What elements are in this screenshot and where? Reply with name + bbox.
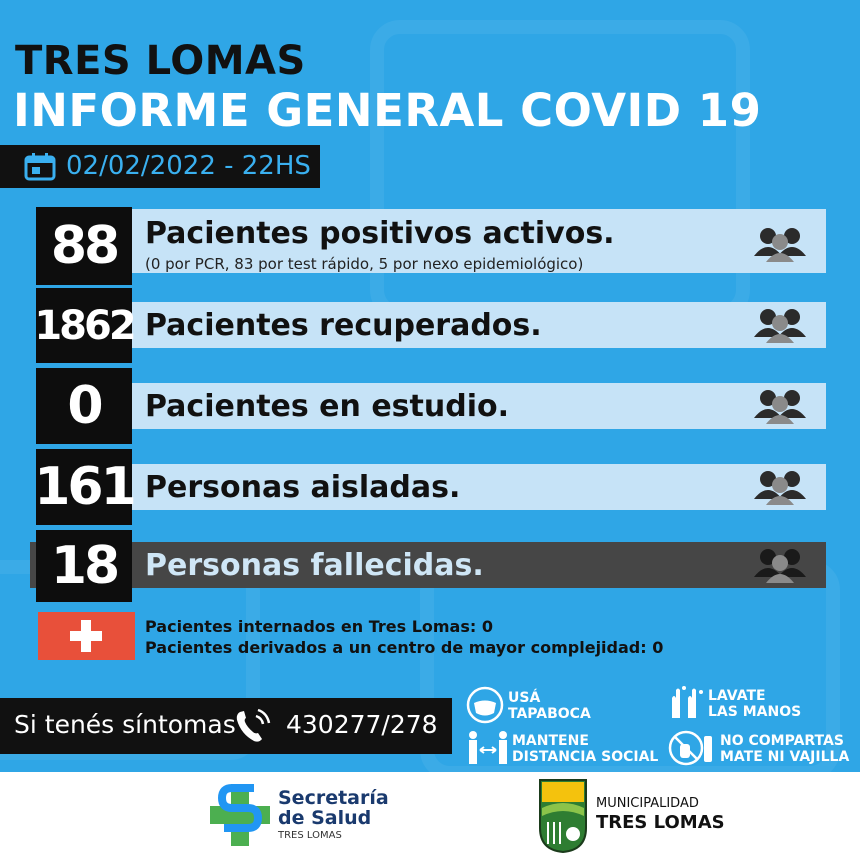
social-distance-icon — [466, 730, 510, 766]
hospitalized-referred: Pacientes derivados a un centro de mayor complejidad: 0 — [145, 638, 664, 657]
secretaria-city: TRES LOMAS — [278, 830, 342, 841]
stat-label: Personas fallecidas. — [145, 548, 484, 583]
secretaria-salud-logo — [210, 784, 270, 846]
background-decoration — [370, 20, 750, 320]
stat-label: Pacientes positivos activos. — [145, 216, 615, 251]
people-icon — [752, 307, 810, 343]
tip-line: TAPABOCA — [508, 706, 591, 722]
people-icon — [752, 547, 810, 583]
mask-icon — [466, 686, 504, 724]
tip-line: LAVATE — [708, 688, 766, 704]
people-icon — [752, 226, 810, 262]
people-icon — [752, 469, 810, 505]
tip-line: MANTENE — [512, 733, 589, 749]
municipalidad-logo — [538, 778, 588, 854]
calendar-icon — [24, 153, 56, 181]
tip-line: DISTANCIA SOCIAL — [512, 749, 659, 765]
stat-number: 161 — [36, 449, 132, 525]
tip-wash-hands — [708, 688, 801, 720]
tip-mask — [508, 690, 591, 722]
muni-name: TRES LOMAS — [596, 812, 725, 833]
tip-no-sharing — [720, 733, 849, 765]
stat-detail: (0 por PCR, 83 por test rápido, 5 por nexo epidemiológico) — [145, 255, 584, 273]
stat-label: Personas aisladas. — [145, 470, 461, 505]
stat-number: 18 — [36, 530, 132, 602]
tip-line: NO COMPARTAS — [720, 733, 844, 749]
footer — [0, 772, 860, 860]
city-title: TRES LOMAS — [15, 38, 306, 84]
medical-cross-icon — [68, 618, 104, 654]
tip-line: MATE NI VAJILLA — [720, 749, 850, 765]
stat-number: 1862 — [36, 288, 132, 363]
symptoms-text: Si tenés síntomas — [14, 710, 236, 739]
symptoms-bar — [0, 698, 452, 754]
stat-label: Pacientes recuperados. — [145, 308, 542, 343]
hospitalized-local: Pacientes internados en Tres Lomas: 0 — [145, 617, 493, 636]
date-bar — [0, 145, 320, 188]
report-date: 02/02/2022 - 22HS — [66, 151, 311, 181]
phone-number: 430277/278 — [286, 710, 438, 739]
wash-hands-icon — [668, 684, 706, 720]
people-icon — [752, 388, 810, 424]
secretaria-title: Secretaría — [278, 787, 389, 809]
medical-cross-badge — [38, 612, 135, 660]
tip-line: LAS MANOS — [708, 704, 802, 720]
no-sharing-icon — [668, 730, 716, 766]
stat-number: 88 — [36, 207, 132, 285]
report-title: INFORME GENERAL COVID 19 — [13, 84, 762, 137]
stat-number: 0 — [36, 368, 132, 444]
secretaria-subtitle: de Salud — [278, 807, 372, 829]
stat-label: Pacientes en estudio. — [145, 389, 509, 424]
phone-icon — [232, 706, 272, 746]
muni-title: MUNICIPALIDAD — [596, 796, 699, 811]
tip-distance — [512, 733, 658, 765]
tip-line: USÁ — [508, 690, 541, 706]
